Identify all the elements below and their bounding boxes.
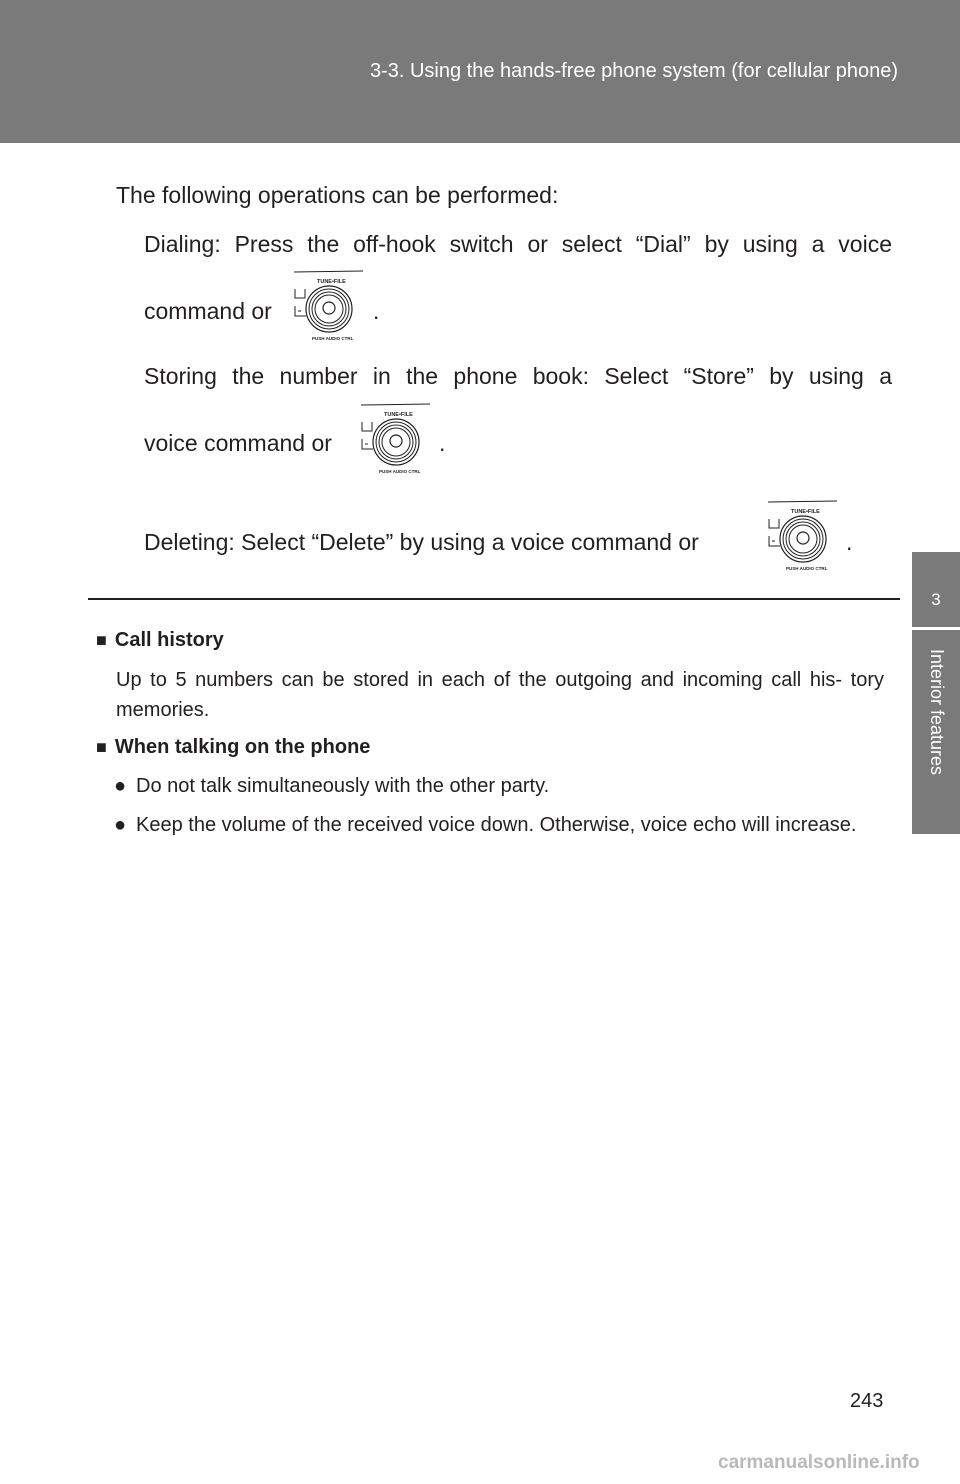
page-number: 243 — [850, 1390, 884, 1412]
bullet-icon: ● — [114, 775, 127, 797]
dialing-line-2: command or — [144, 298, 272, 324]
storing-period: . — [439, 430, 446, 456]
dialing-line-1: Dialing: Press the off-hook switch or select “Dial” by using a voice — [144, 231, 892, 257]
storing-line-2: voice command or — [144, 430, 332, 456]
knob-top-label: TUNE•FILE — [317, 279, 346, 285]
section-divider — [88, 598, 900, 600]
deleting-period: . — [846, 529, 853, 555]
header-title: 3-3. Using the hands-free phone system (for cellular phone) — [369, 60, 898, 82]
tune-file-knob-icon — [760, 500, 840, 572]
chapter-number: 3 — [931, 590, 941, 609]
tune-file-knob-icon — [353, 403, 433, 475]
side-tab-divider — [912, 627, 960, 630]
knob-bottom-label: PUSH AUDIO CTRL — [312, 336, 354, 341]
bullet-icon: ● — [114, 814, 127, 836]
talking-item-1-text: Do not talk simultaneously with the other party. — [136, 775, 550, 797]
talking-title: When talking on the phone — [114, 736, 371, 758]
page-header — [0, 0, 960, 143]
watermark: carmanualsonline.info — [718, 1452, 920, 1473]
chapter-label: Interior features — [927, 649, 947, 776]
knob-top-label: TUNE•FILE — [791, 509, 820, 515]
chapter-side-tab[interactable] — [912, 552, 960, 834]
talking-heading — [96, 732, 370, 762]
call-history-title: Call history — [114, 629, 224, 651]
knob-top-label: TUNE•FILE — [384, 412, 413, 418]
square-bullet-icon: ■ — [96, 737, 107, 757]
call-history-heading — [96, 625, 224, 655]
talking-item-2-text: Keep the volume of the received voice down. Otherwise, voice echo will increase. — [136, 814, 857, 836]
square-bullet-icon: ■ — [96, 630, 107, 650]
talking-item-1 — [114, 771, 894, 801]
storing-line-1: Storing the number in the phone book: Select “Store” by using a — [144, 363, 892, 389]
tune-file-knob-icon — [286, 270, 366, 342]
knob-bottom-label: PUSH AUDIO CTRL — [786, 566, 828, 571]
deleting-line: Deleting: Select “Delete” by using a voice command or — [144, 529, 699, 555]
talking-item-2 — [114, 810, 898, 840]
knob-bottom-label: PUSH AUDIO CTRL — [379, 469, 421, 474]
call-history-text: Up to 5 numbers can be stored in each of the outgoing and incoming call his- tory memories. — [116, 669, 884, 721]
intro-text: The following operations can be performed: — [116, 182, 559, 208]
dialing-period: . — [373, 298, 380, 324]
